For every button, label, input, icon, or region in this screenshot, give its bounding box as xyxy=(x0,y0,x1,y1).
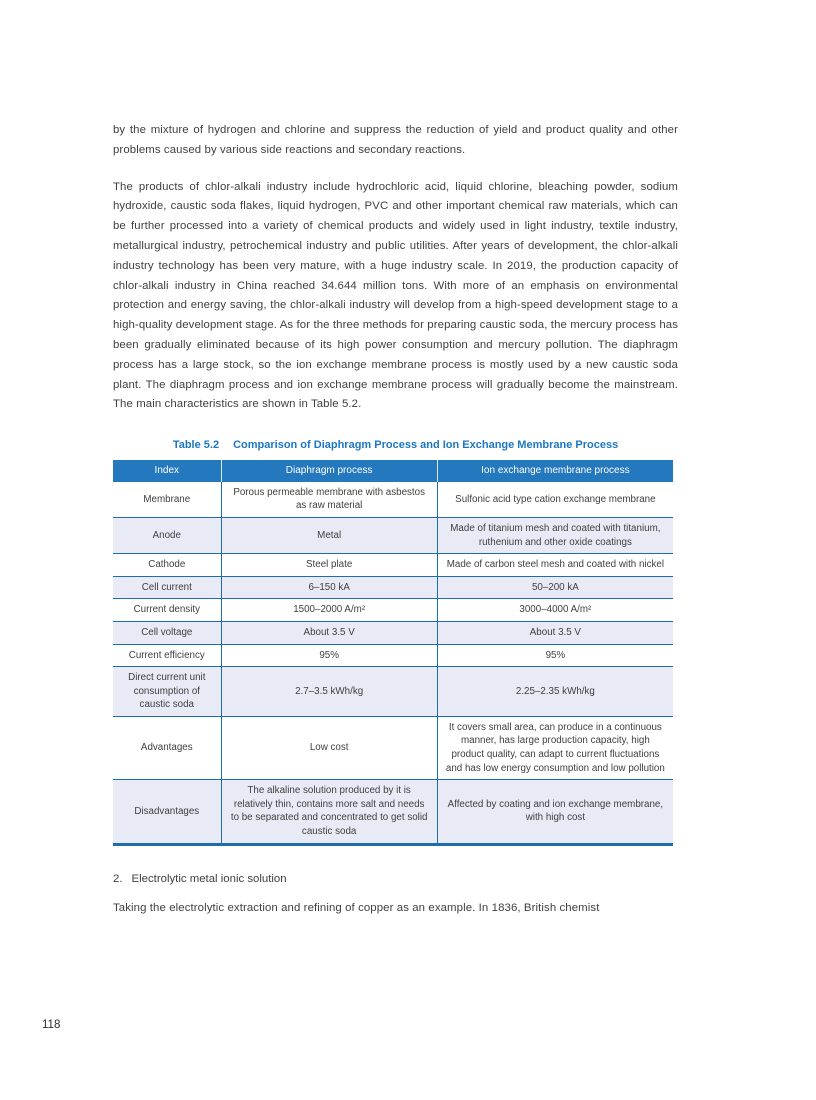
table-cell: Made of titanium mesh and coated with titanium, ruthenium and other oxide coatings xyxy=(437,517,673,553)
section-heading-text: Electrolytic metal ionic solution xyxy=(131,872,287,885)
page-number: 118 xyxy=(42,1019,61,1031)
page-content xyxy=(113,121,678,918)
table-caption-title: Comparison of Diaphragm Process and Ion Exchange Membrane Process xyxy=(233,439,619,452)
table-cell: It covers small area, can produce in a continuous manner, has large production capacity, high product quality, can adapt to current fluctuations and has low energy consumption and low pollution xyxy=(437,716,673,779)
table-cell: 2.7–3.5 kWh/kg xyxy=(221,667,437,717)
table-cell: About 3.5 V xyxy=(221,621,437,644)
table-row-cathode xyxy=(113,554,673,577)
table-cell: The alkaline solution produced by it is relatively thin, contains more salt and needs to be separated and concentrated to get solid caustic soda xyxy=(221,780,437,844)
table-cell: Low cost xyxy=(221,716,437,779)
table-cell: Advantages xyxy=(140,742,193,754)
table-cell: 1500–2000 A/m² xyxy=(221,599,437,622)
paragraph-chlor-alkali: The products of chlor-alkali industry include hydrochloric acid, liquid chlorine, bleaching powder, sodium hydroxide, caustic soda flakes, liquid hydrogen, PVC and other important chemical raw materials, which can be further processed into a variety of chemical products and widely used in light industry, textile industry, metallurgical industry, petrochemical industry and public utilities. After years of development, the chlor-alkali industry technology has been very mature, with a huge industry scale. In 2019, the production capacity of chlor-alkali industry in China reached 34.644 million tons. With more of an emphasis on environmental protection and energy saving, the chlor-alkali industry will develop from a high-speed development stage to a high-quality development stage. As for the three methods for preparing caustic soda, the mercury process has been gradually eliminated because of its high power consumption and mercury pollution. The diaphragm process has a large stock, so the ion exchange membrane process is mostly used by a new caustic soda plant. The diaphragm process and ion exchange membrane process will gradually become the mainstream. The main characteristics are shown in Table 5.2. xyxy=(113,180,678,411)
section-heading-number: 2. xyxy=(113,872,123,885)
table-row-advantages xyxy=(113,716,673,779)
table-row-cell-current xyxy=(113,576,673,599)
table-row-anode xyxy=(113,517,673,553)
table-cell: About 3.5 V xyxy=(437,621,673,644)
table-cell: Disadvantages xyxy=(134,805,200,817)
table-cell: Sulfonic acid type cation exchange membrane xyxy=(437,482,673,518)
table-header-index: Index xyxy=(113,460,221,482)
table-cell: 50–200 kA xyxy=(437,576,673,599)
table-row-membrane xyxy=(113,482,673,518)
table-header-ion-exchange: Ion exchange membrane process xyxy=(437,460,673,482)
table-cell: Membrane xyxy=(143,493,191,505)
table-row-current-efficiency xyxy=(113,644,673,667)
table-cell: Made of carbon steel mesh and coated with nickel xyxy=(437,554,673,577)
table-cell: Current density xyxy=(133,604,200,616)
table-row-disadvantages xyxy=(113,780,673,844)
table-caption-label: Table 5.2 xyxy=(172,439,220,452)
comparison-table xyxy=(113,460,673,845)
table-cell: 95% xyxy=(437,644,673,667)
table-cell: Current efficiency xyxy=(128,649,205,661)
paragraph-intro: by the mixture of hydrogen and chlorine and suppress the reduction of yield and product quality and other problems caused by various side reactions and secondary reactions. xyxy=(113,124,678,156)
table-cell: Cell voltage xyxy=(141,626,193,638)
table-cell: Cell current xyxy=(141,581,192,593)
table-cell: Direct current unit consumption of caustic soda xyxy=(128,672,206,711)
table-row-cell-voltage xyxy=(113,621,673,644)
table-cell: 6–150 kA xyxy=(221,576,437,599)
table-row-current-density xyxy=(113,599,673,622)
table-cell: Anode xyxy=(152,529,181,541)
table-cell: Cathode xyxy=(148,559,186,571)
table-cell: 3000–4000 A/m² xyxy=(437,599,673,622)
table-header-row xyxy=(113,460,673,482)
table-cell: Steel plate xyxy=(221,554,437,577)
table-cell: 2.25–2.35 kWh/kg xyxy=(437,667,673,717)
table-row-dc-consumption xyxy=(113,667,673,717)
table-cell: 95% xyxy=(221,644,437,667)
table-cell: Porous permeable membrane with asbestos as raw material xyxy=(221,482,437,518)
paragraph-copper: Taking the electrolytic extraction and refining of copper as an example. In 1836, British chemist xyxy=(113,901,600,914)
table-cell: Affected by coating and ion exchange membrane, with high cost xyxy=(437,780,673,844)
table-header-diaphragm: Diaphragm process xyxy=(221,460,437,482)
section-heading xyxy=(113,873,678,885)
table-caption xyxy=(113,439,678,451)
table-cell: Metal xyxy=(221,517,437,553)
